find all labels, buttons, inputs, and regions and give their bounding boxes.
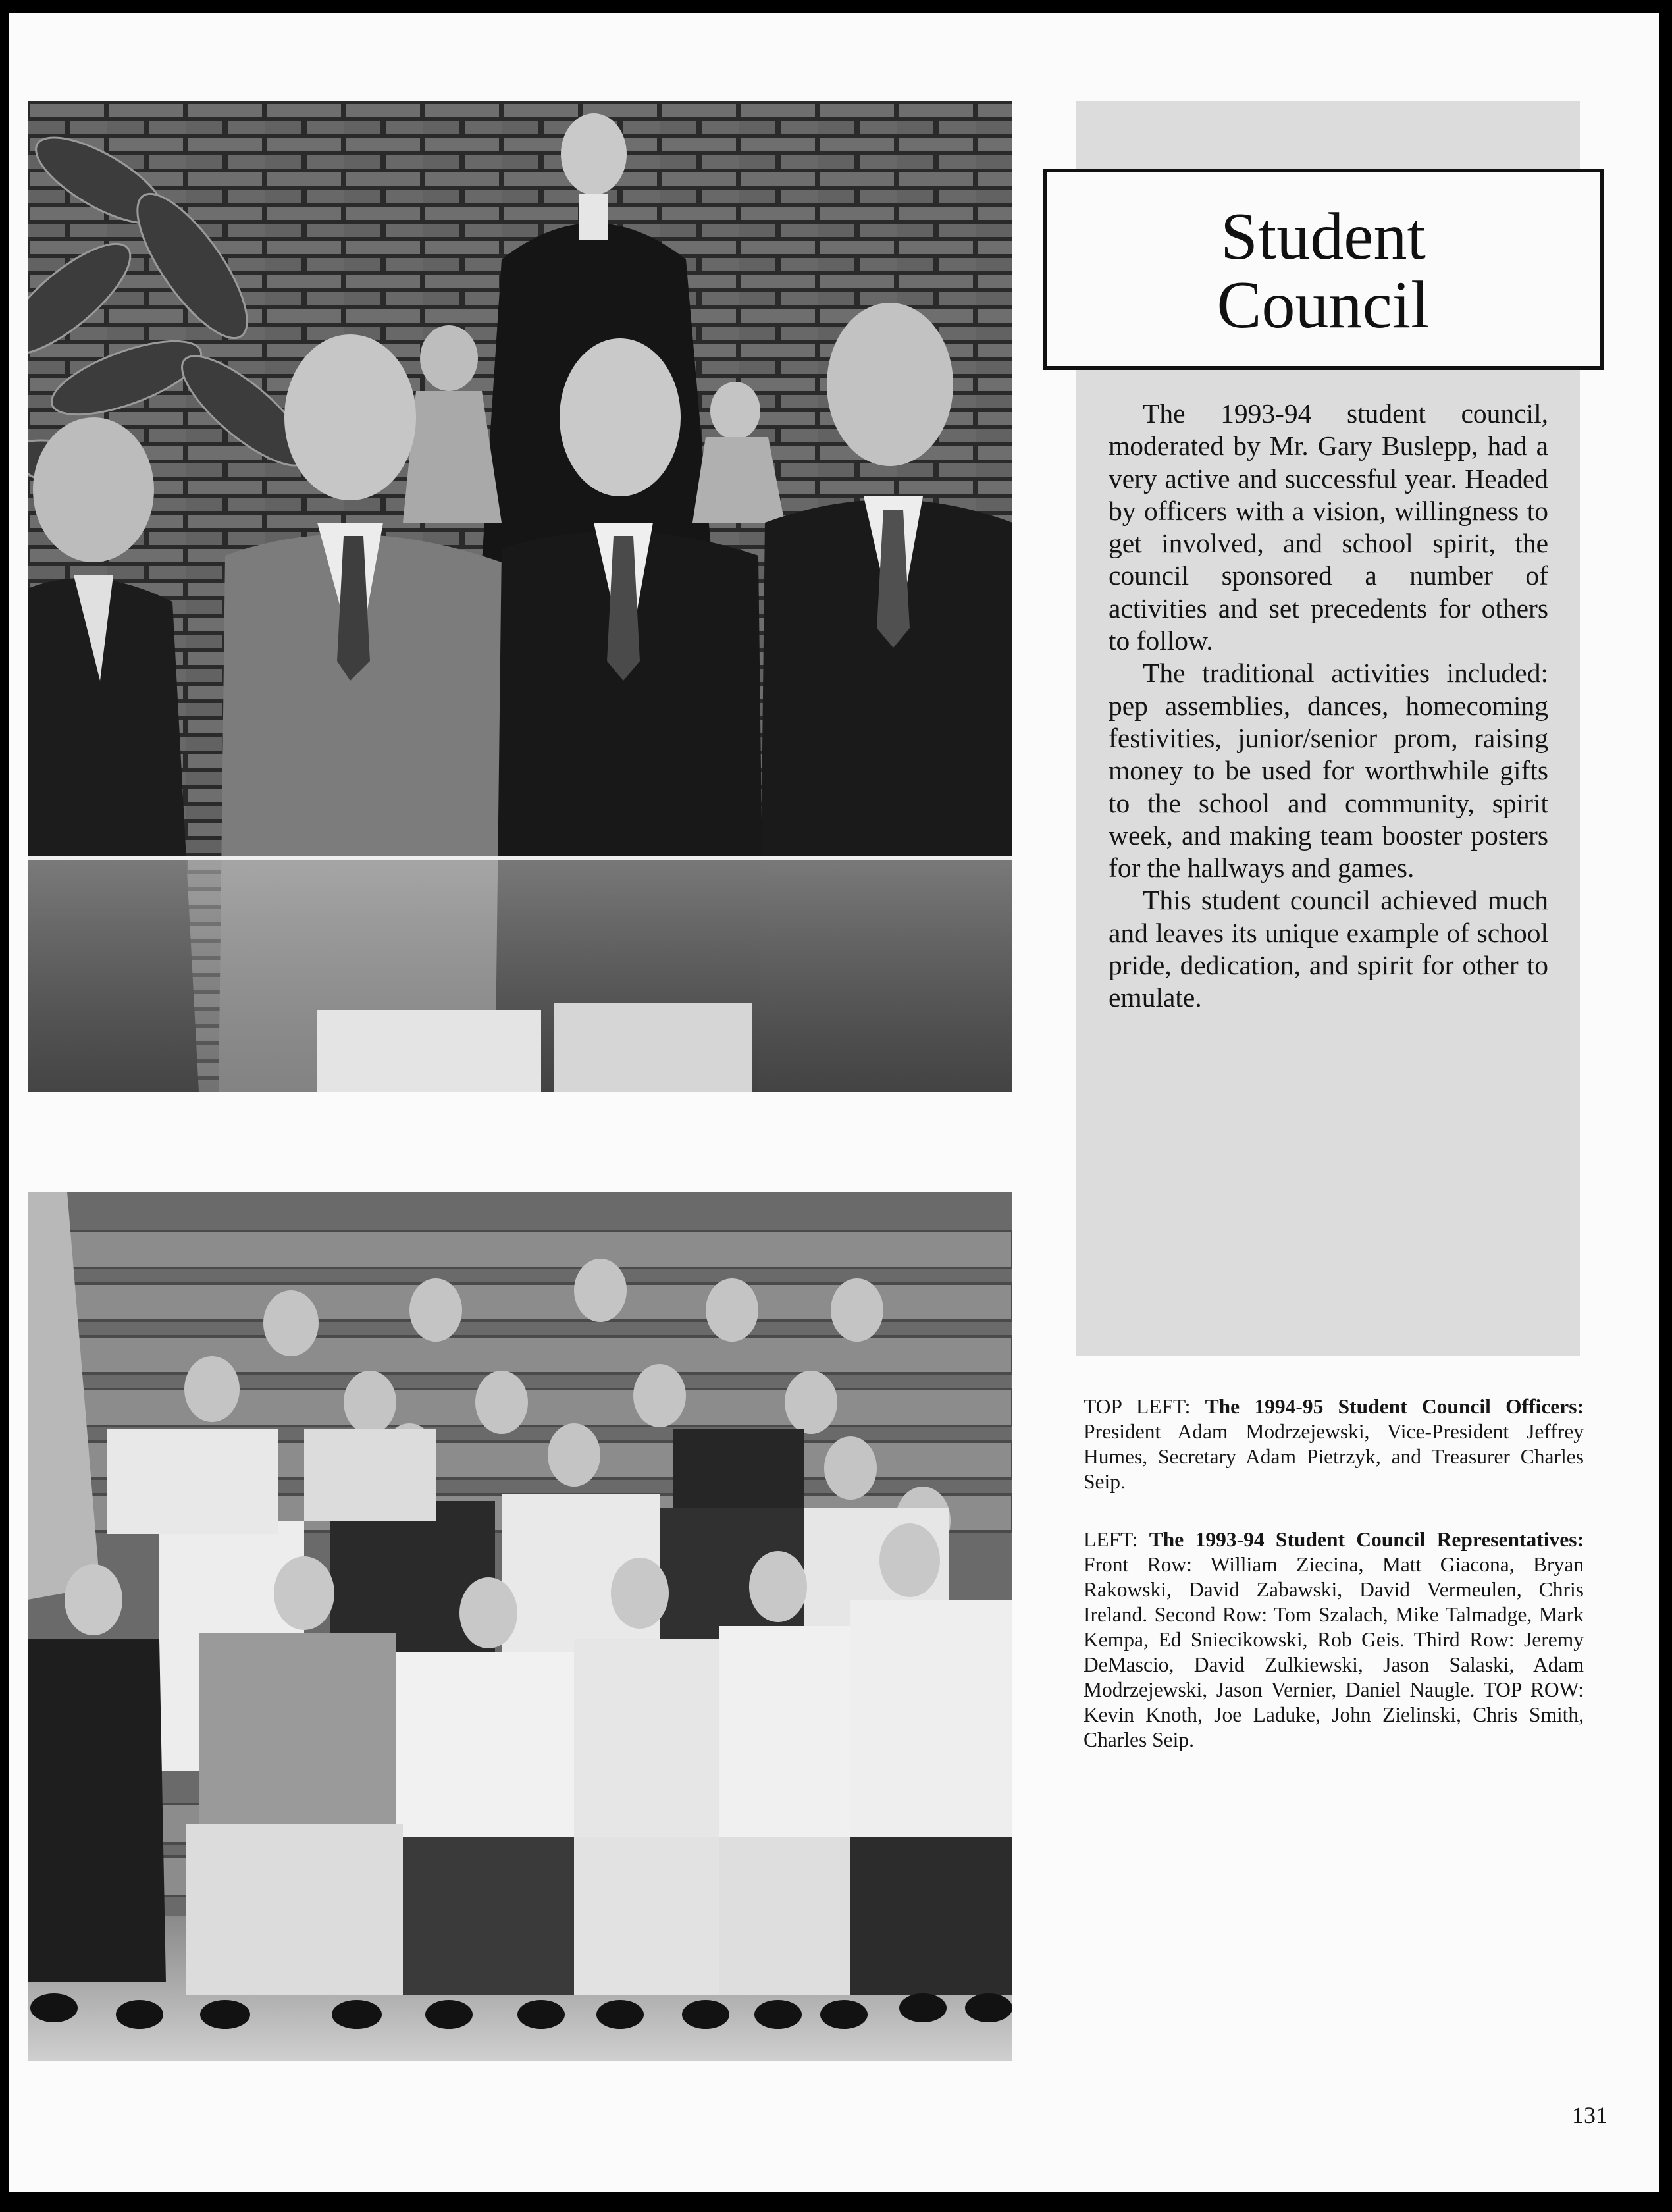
caption-left-text: Front Row: William Ziecina, Matt Giacona, Bryan Rakowski, David Zabawski, David Vermeulen, Chris Ireland. Second Row: Tom Szalach, Mike Talmadge, Mark Kempa, Ed Sniecikowski, Rob Geis. Third Row: Jeremy DeMascio, David Zulkiewski, Jason Salaski, Adam Modrzejewski, Jason Vernier, Daniel Naugle. TOP ROW: Kevin Knoth, Joe Laduke, John Zielinski, Chris Smith, Charles Seip.	[1084, 1553, 1584, 1751]
page-number: 131	[1572, 2102, 1607, 2128]
caption-top-left-lead: TOP LEFT:	[1084, 1395, 1205, 1418]
article-body	[1109, 398, 1548, 1014]
article-paragraph: The traditional activities included: pep assemblies, dances, homecoming festivities, junior/senior prom, raising money to be used for worthwhile gifts to the school and community, spirit week, and making team booster posters for the hallways and games.	[1109, 658, 1548, 883]
article-paragraph: This student council achieved much and leaves its unique example of school pride, dedication, and spirit for other to emulate.	[1109, 885, 1548, 1013]
caption-top-left-heading: The 1994-95 Student Council Officers:	[1205, 1395, 1584, 1418]
caption-left-heading: The 1993-94 Student Council Representatives:	[1149, 1528, 1584, 1551]
article-paragraph: The 1993-94 student council, moderated by Mr. Gary Buslepp, had a very active and successful year. Headed by officers with a vision, willingness to get involved, and school spirit, the council sponsored a number of activities and set precedents for others to follow.	[1109, 398, 1548, 656]
yearbook-page	[9, 13, 1659, 2192]
caption-left	[1084, 1527, 1584, 1752]
caption-left-lead: LEFT:	[1084, 1528, 1149, 1551]
officers-photo	[28, 101, 1012, 1092]
page-title-box	[1043, 169, 1604, 370]
page-title-line-2: Council	[1216, 268, 1430, 342]
caption-top-left-text: President Adam Modrzejewski, Vice-President Jeffrey Humes, Secretary Adam Pietrzyk, and Treasurer Charles Seip.	[1084, 1420, 1584, 1493]
page-title-line-1: Student	[1220, 199, 1426, 274]
representatives-photo	[28, 1192, 1012, 2061]
caption-top-left	[1084, 1394, 1584, 1494]
